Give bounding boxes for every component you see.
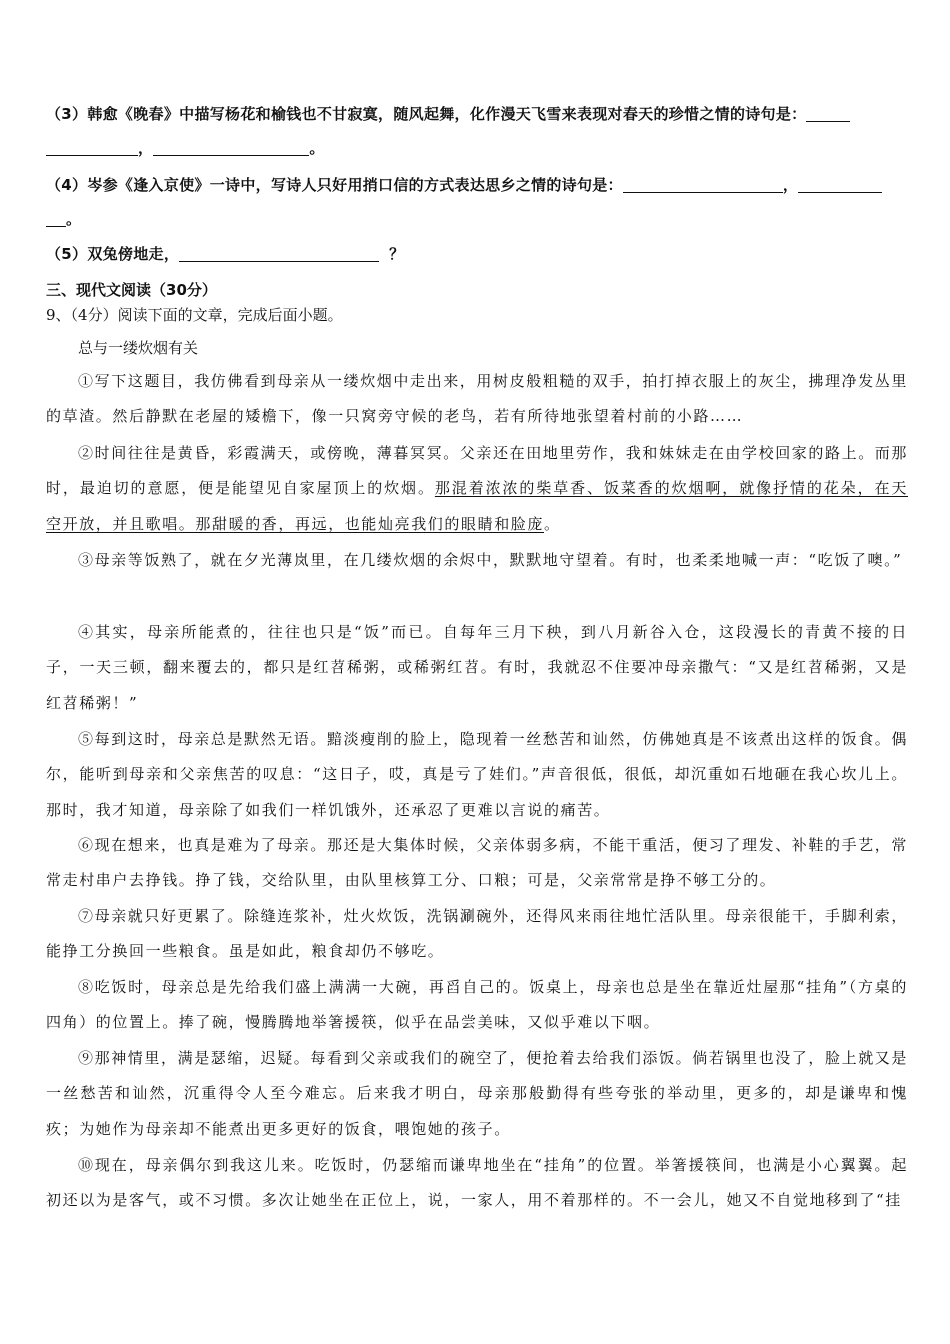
paragraph-2-underlined-sentence: 那混着浓浓的柴草香、饭菜香的炊烟啊，就像抒情的花朵，在天空开放，并且歌唱。那甜暖的香，再远，也能灿亮我们的眼睛和脸庞 [46,479,908,533]
question-4-end: 。 [66,210,82,228]
question-3-end: 。 [309,139,325,157]
article-paragraph-10: ⑩现在，母亲偶尔到我这儿来。吃饭时，仍瑟缩而谦卑地坐在“挂角”的位置。举箸援筷间，也满是小心翼翼。起初还以为是客气，或不习惯。多次让她坐在正位上，说，一家人，用不着那样的。不一会儿，她又不自觉地移到了“挂 [46,1156,908,1210]
article-title: 总与一缕炊烟有关 [78,339,199,357]
answer-blank-4b[interactable] [46,208,66,227]
fill-blank-question-5 [46,237,908,271]
article-paragraph-5: ⑤每到这时，母亲总是默然无语。黯淡瘦削的脸上，隐现着一丝愁苦和讪然，仿佛她真是不该煮出这样的饭食。偶尔，能听到母亲和父亲焦苦的叹息：“这日子，哎，真是亏了娃们。”声音很低，很低，却沉重如石地砸在我心坎儿上。那时，我才知道，母亲除了如我们一样饥饿外，还承忍了更难以言说的痛苦。 [46,730,909,819]
question-4-text: （4）岑参《逢入京使》一诗中，写诗人只好用捎口信的方式表达思乡之情的诗句是： [46,176,623,194]
answer-blank-4b-start[interactable] [798,174,882,193]
fill-blank-question-3 [46,97,908,165]
article-paragraph-2 [46,436,908,542]
question-9-prompt: 9、（4分）阅读下面的文章，完成后面小题。 [46,306,343,324]
answer-blank-3a[interactable] [46,137,138,156]
question-4-separator: ， [782,176,799,194]
answer-blank-4a[interactable] [623,174,783,193]
fill-blank-question-4 [46,168,908,236]
answer-blank-3b[interactable] [153,137,309,156]
article-paragraph-3: ③母亲等饭熟了，就在夕光薄岚里，在几缕炊烟的余烬中，默默地守望着。有时，也柔柔地喊一声：“吃饭了噢。” [78,551,903,569]
article-paragraph-6: ⑥现在想来，也真是难为了母亲。那还是大集体时候，父亲体弱多病，不能干重活，便习了理发、补鞋的手艺，常常走村串户去挣钱。挣了钱，交给队里，由队里核算工分、口粮；可是，父亲常常是挣不够工分的。 [46,836,909,890]
question-5-end: ？ [389,245,405,263]
article-paragraph-8: ⑧吃饭时，母亲总是先给我们盛上满满一大碗，再舀自己的。饭桌上，母亲也总是坐在靠近灶屋那“挂角”（方桌的四角）的位置上。捧了碗，慢腾腾地举箸援筷，似乎在品尝美味，又似乎难以下咽。 [46,978,908,1032]
article-paragraph-4: ④其实，母亲所能煮的，往往也只是“饭”而已。自每年三月下秧，到八月新谷入仓，这段漫长的青黄不接的日子，一天三顿，翻来覆去的，都只是红苕稀粥，或稀粥红苕。有时，我就忍不住要冲母亲撒气：“又是红苕稀粥，又是红苕稀粥！” [46,623,908,712]
answer-blank-3a-start[interactable] [806,103,850,122]
section-heading: 三、现代文阅读（30分） [46,281,217,299]
article-paragraph-9: ⑨那神情里，满是瑟缩，迟疑。每看到父亲或我们的碗空了，便抢着去给我们添饭。倘若锅里也没了，脸上就又是一丝愁苦和讪然，沉重得令人至今难忘。后来我才明白，母亲那般勤得有些夸张的举动里，更多的，却是谦卑和愧疚；为她作为母亲却不能煮出更多更好的饭食，喂饱她的孩子。 [46,1049,909,1138]
question-5-text: （5）双兔傍地走， [46,245,180,263]
question-3-separator: ， [138,139,154,157]
article-paragraph-1: ①写下这题目，我仿佛看到母亲从一缕炊烟中走出来，用树皮般粗糙的双手，拍打掉衣服上的灰尘，拂理净发丛里的草渣。然后静默在老屋的矮檐下，像一只窝旁守候的老鸟，若有所待地张望着村前的小路…… [46,372,909,426]
answer-blank-5[interactable] [179,243,379,262]
question-3-text: （3）韩愈《晚春》中描写杨花和榆钱也不甘寂寞，随风起舞，化作漫天飞雪来表现对春天的珍惜之情的诗句是： [46,105,807,123]
article-paragraph-7: ⑦母亲就只好更累了。除缝连浆补，灶火炊饭，洗锅涮碗外，还得风来雨往地忙活队里。母亲很能干，手脚利索，能挣工分换回一些粮食。虽是如此，粮食却仍不够吃。 [46,907,909,961]
paragraph-2-text: ②时间往往是黄昏，彩霞满天，或傍晚，薄暮冥冥。父亲还在田地里劳作，我和妹妹走在由学校回家的路上。而那时，最迫切的意愿，便是能望见自家屋顶上的炊烟。 [46,444,909,498]
paragraph-2-end: 。 [544,514,561,533]
